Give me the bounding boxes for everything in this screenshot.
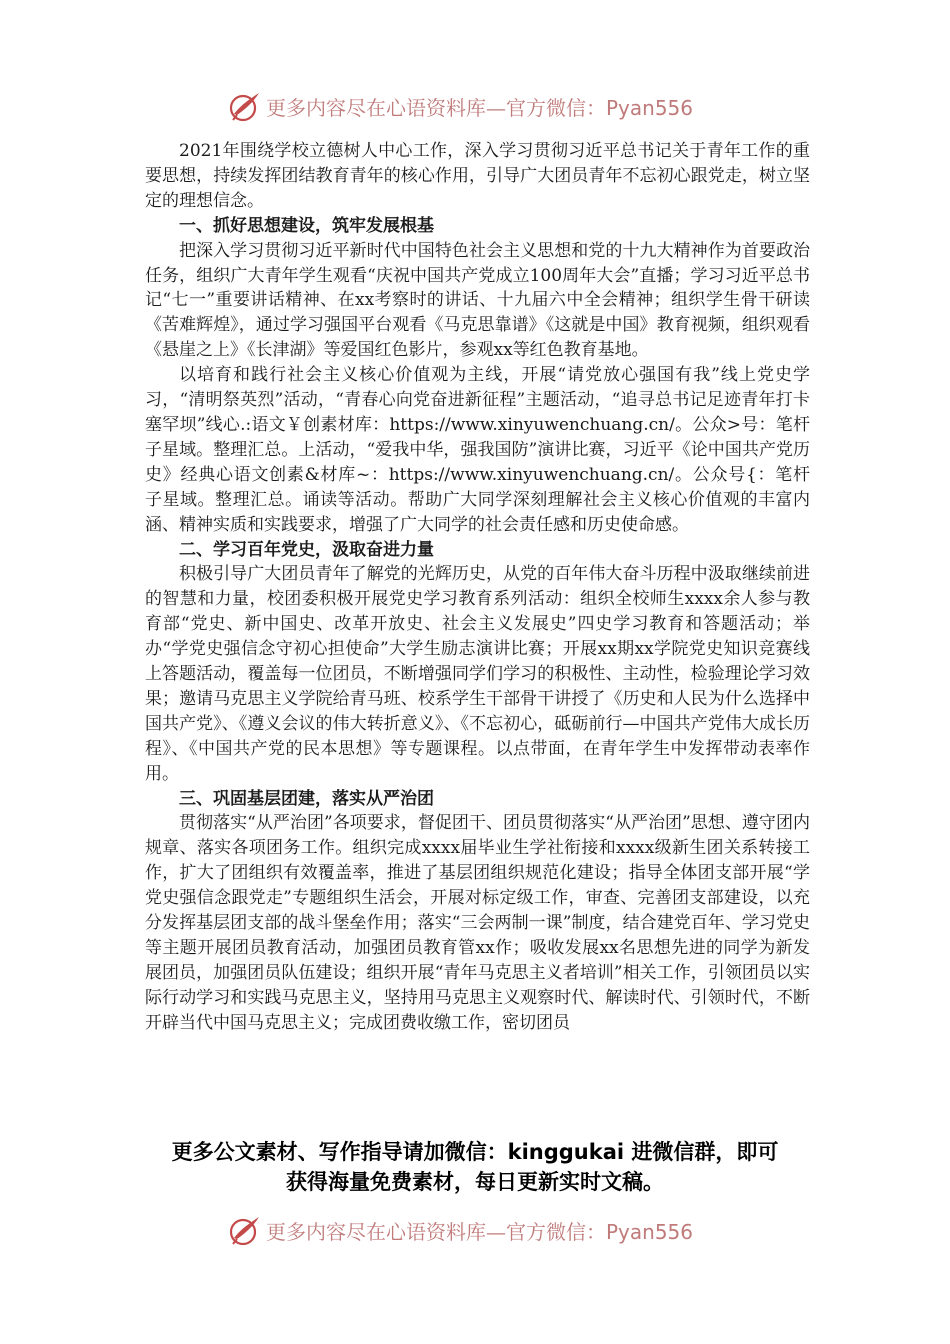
quill-pen-logo-icon <box>228 90 262 124</box>
section-3-paragraph-1: 贯彻落实“从严治团”各项要求，督促团干、团员贯彻落实“从严治团”思想、遵守团内规章、落实各项团务工作。组织完成xxxx届毕业生学社衔接和xxxx级新生团关系转接工作，扩大了团组织有效覆盖率，推进了基层团组织规范化建设；指导全体团支部开展“学党史强信念跟党走”专题组织生活会，开展对标定级工作，审查、完善团支部建设，以充分发挥基层团支部的战斗堡垒作用；落实“三会两制一课”制度，结合建党百年、学习党史等主题开展团员教育活动，加强团员教育管xx作；吸收发展xx名思想先进的同学为新发展团员，加强团员队伍建设；组织开展“青年马克思主义者培训”相关工作，引领团员以实际行动学习和实践马克思主义，坚持用马克思主义观察时代、解读时代、引领时代，不断开辟当代中国马克思主义；完成团费收缴工作，密切团员 <box>145 813 810 1033</box>
section-1-heading: 一、抓好思想建设，筑牢发展根基 <box>179 215 434 236</box>
banner-text-cn: 更多内容尽在心语资料库—官方微信： <box>266 96 606 120</box>
quill-pen-logo-icon <box>228 1214 262 1248</box>
banner-text-cn: 更多内容尽在心语资料库—官方微信： <box>266 1220 606 1244</box>
intro-paragraph: 2021年围绕学校立德树人中心工作，深入学习贯彻习近平总书记关于青年工作的重要思想，持续发挥团结教育青年的核心作用，引导广大团员青年不忘初心跟党走，树立坚定的理想信念。 <box>145 141 810 211</box>
promo-line-1: 更多公文素材、写作指导请加微信：kinggukai 进微信群，即可 <box>171 1140 779 1164</box>
document-body <box>145 139 810 1036</box>
banner-wechat-id: Pyan556 <box>606 1220 694 1244</box>
section-2-paragraph-1: 积极引导广大团员青年了解党的光辉历史，从党的百年伟大奋斗历程中汲取继续前进的智慧和力量，校团委积极开展党史学习教育系列活动：组织全校师生xxxx余人参与教育部“党史、新中国史、改革开放史、社会主义发展史”四史学习教育和答题活动；举办“学党史强信念守初心担使命”大学生励志演讲比赛；开展xx期xx学院党史知识竞赛线上答题活动，覆盖每一位团员，不断增强同学们学习的积极性、主动性，检验理论学习效果；邀请马克思主义学院给青马班、校系学生干部骨干讲授了《历史和人民为什么选择中国共产党》、《遵义会议的伟大转折意义》、《不忘初心，砥砺前行—中国共产党伟大成长历程》、《中国共产党的民本思想》等专题课程。以点带面，在青年学生中发挥带动表率作用。 <box>145 564 810 784</box>
section-1-paragraph-2: 以培育和践行社会主义核心价值观为主线，开展“请党放心强国有我”线上党史学习，“清明祭英烈”活动，“青春心向党奋进新征程”主题活动，“追寻总书记足迹青年打卡塞罕坝”线心.:语文￥创素材库：https://www.xinyuwenchuang.cn/。公众>号：笔杆子星域。整理汇总。上活动，“爱我中华，强我国防”演讲比赛，习近平《论中国共产党历史》经典心语文创素&材库~：https://www.xinyuwenchuang.cn/。公众号{：笔杆子星域。整理汇总。诵读等活动。帮助广大同学深刻理解社会主义核心价值观的丰富内涵、精神实质和实践要求，增强了广大同学的社会责任感和历史使命感。 <box>145 365 810 535</box>
section-2-heading: 二、学习百年党史，汲取奋进力量 <box>179 539 434 560</box>
promo-notice <box>100 1137 850 1197</box>
section-3-heading: 三、巩固基层团建，落实从严治团 <box>179 788 434 809</box>
header-watermark-banner <box>0 86 950 126</box>
footer-watermark-banner <box>0 1210 950 1250</box>
promo-line-2: 获得海量免费素材，每日更新实时文稿。 <box>286 1170 664 1194</box>
banner-text <box>266 1216 693 1248</box>
section-1-paragraph-1: 把深入学习贯彻习近平新时代中国特色社会主义思想和党的十九大精神作为首要政治任务，组织广大青年学生观看“庆祝中国共产党成立100周年大会”直播；学习习近平总书记“七一”重要讲话精神、在xx考察时的讲话、十九届六中全会精神；组织学生骨干研读《苦难辉煌》，通过学习强国平台观看《马克思靠谱》《这就是中国》教育视频，组织观看《悬崖之上》《长津湖》等爱国红色影片，参观xx等红色教育基地。 <box>145 240 810 361</box>
banner-wechat-id: Pyan556 <box>606 96 694 120</box>
banner-text <box>266 92 693 124</box>
